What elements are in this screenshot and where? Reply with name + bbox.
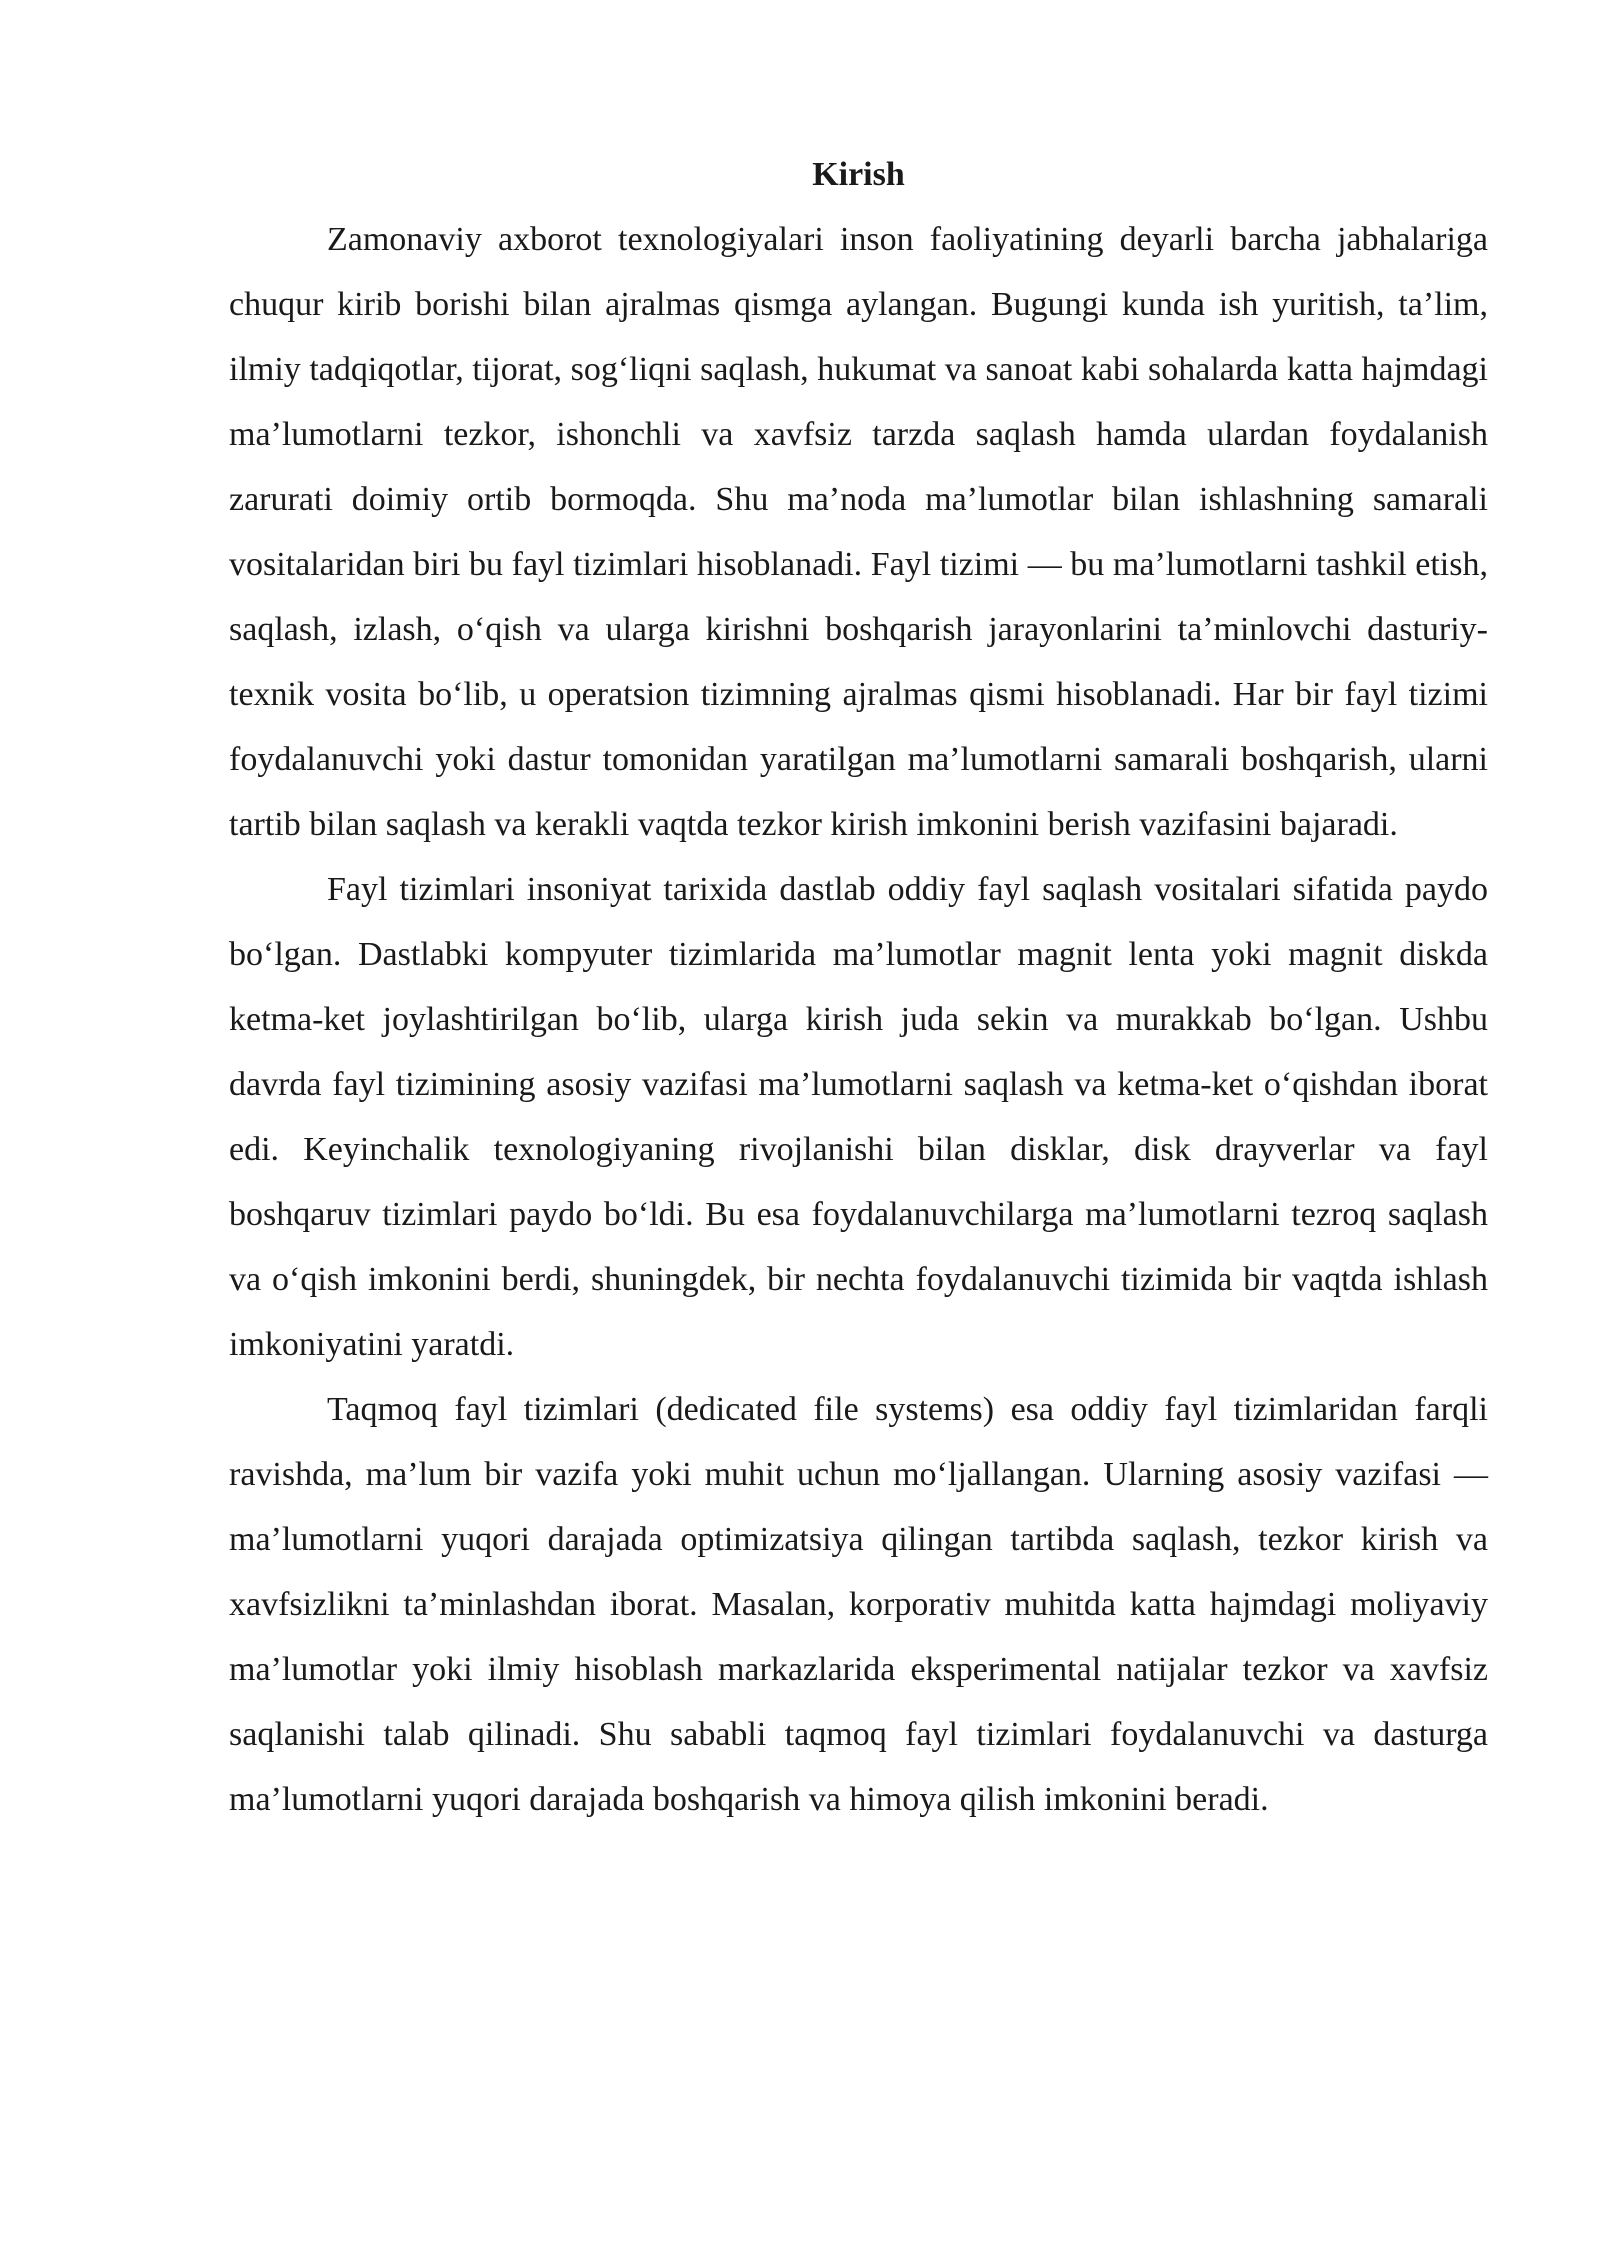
page-title: Kirish (812, 156, 905, 193)
paragraph-3: Taqmoq fayl tizimlari (dedicated file systems) esa oddiy fayl tizimlaridan farqli ravishda, ma’lum bir vazifa yoki muhit uchun mo‘ljallangan. Ularning asosiy vazifasi — ma’lumotlarni yuqori darajada optimizatsiya qilingan tartibda saqlash, tezkor kirish va xavfsizlikni ta’minlashdan iborat. Masalan, korporativ muhitda katta hajmdagi moliyaviy ma’lumotlar yoki ilmiy hisoblash markazlarida eksperimental natijalar tezkor va xavfsiz saqlanishi talab qilinadi. Shu sababli taqmoq fayl tizimlari foydalanuvchi va dasturga ma’lumotlarni yuqori darajada boshqarish va himoya qilish imkonini beradi. (229, 1391, 1488, 1818)
paragraph-1: Zamonaviy axborot texnologiyalari inson faoliyatining deyarli barcha jabhalariga chuqur kirib borishi bilan ajralmas qismga aylangan. Bugungi kunda ish yuritish, ta’lim, ilmiy tadqiqotlar, tijorat, sog‘liqni saqlash, hukumat va sanoat kabi sohalarda katta hajmdagi ma’lumotlarni tezkor, ishonchli va xavfsiz tarzda saqlash hamda ulardan foydalanish zarurati doimiy ortib bormoqda. Shu ma’noda ma’lumotlar bilan ishlashning samarali vositalaridan biri bu fayl tizimlari hisoblanadi. Fayl tizimi — bu ma’lumotlarni tashkil etish, saqlash, izlash, o‘qish va ularga kirishni boshqarish jarayonlarini ta’minlovchi dasturiy-texnik vosita bo‘lib, u operatsion tizimning ajralmas qismi hisoblanadi. Har bir fayl tizimi foydalanuvchi yoki dastur tomonidan yaratilgan ma’lumotlarni samarali boshqarish, ularni tartib bilan saqlash va kerakli vaqtda tezkor kirish imkonini berish vazifasini bajaradi. (229, 221, 1488, 843)
paragraph-2: Fayl tizimlari insoniyat tarixida dastlab oddiy fayl saqlash vositalari sifatida paydo bo‘lgan. Dastlabki kompyuter tizimlarida ma’lumotlar magnit lenta yoki magnit diskda ketma-ket joylashtirilgan bo‘lib, ularga kirish juda sekin va murakkab bo‘lgan. Ushbu davrda fayl tizimining asosiy vazifasi ma’lumotlarni saqlash va ketma-ket o‘qishdan iborat edi. Keyinchalik texnologiyaning rivojlanishi bilan disklar, disk drayverlar va fayl boshqaruv tizimlari paydo bo‘ldi. Bu esa foydalanuvchilarga ma’lumotlarni tezroq saqlash va o‘qish imkonini berdi, shuningdek, bir nechta foydalanuvchi tizimida bir vaqtda ishlash imkoniyatini yaratdi. (229, 871, 1488, 1363)
document-body (229, 142, 1488, 1832)
